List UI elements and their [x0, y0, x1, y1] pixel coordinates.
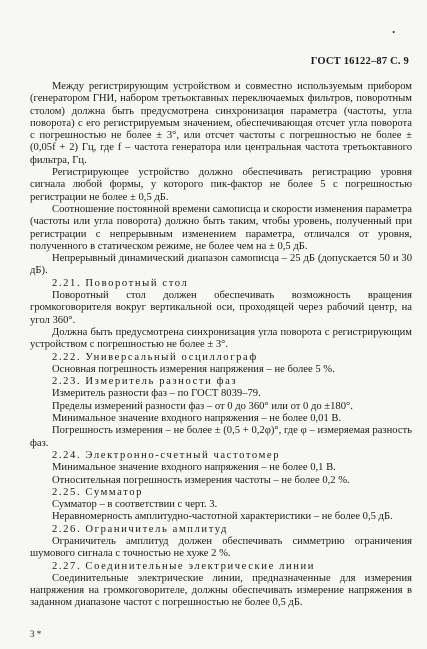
section-heading: 2.26. Ограничитель амплитуд: [52, 523, 229, 535]
section-heading: 2.23. Измеритель разности фаз: [52, 376, 238, 388]
paragraph: Сумматор – в соответствии с черт. 3.: [52, 499, 218, 511]
paragraph: Минимальное значение входного напряжения – не более 0,1 В.: [52, 462, 336, 474]
paragraph: Регистрирующее устройство должно обеспечивать регистрацию уровня сигнала любой формы, у которого пик-фактор не более 5 с погрешностью регистрации не более ± 0,5 дБ.: [30, 167, 412, 203]
paragraph: Должна быть предусмотрена синхронизация угла поворота с регистрирующим устройством с погрешностью не более ± 3°.: [30, 326, 412, 351]
paragraph: Ограничитель амплитуд должен обеспечивать симметрию ограничения шумового сигнала с точностью не хуже 2 %.: [30, 535, 412, 560]
paragraph: Измеритель разности фаз – по ГОСТ 8039–79.: [52, 388, 261, 400]
paragraph: Поворотный стол должен обеспечивать возможность вращения громкоговорителя вокруг вертикальной оси, проходящей через рабочий центр, на угол 360°.: [30, 290, 412, 326]
paragraph: Соотношение постоянной времени самописца и скорости изменения параметра (частоты или угла поворота) должно быть таким, чтобы уровень, полученный при регистрации с непрерывным изменением параметра, отличался от уровня, полученного в статическом режиме, не более чем на ± 0,5 дБ.: [30, 203, 412, 252]
section-heading: 2.22. Универсальный осциллограф: [52, 351, 258, 363]
paragraph: Относительная погрешность измерения частоты – не более 0,2 %.: [52, 474, 350, 486]
paragraph: Минимальное значение входного напряжения – не более 0,01 В.: [52, 413, 342, 425]
paragraph: Между регистрирующим устройством и совместно используемым прибором (генератором ГНИ, набором третьоктавных переключаемых фильтров, поворотным столом) должна быть предусмотрена синхронизация параметра (частоты, угла поворота) с его регистрируемым значением, обеспечивающая отсчет угла поворота с погрешностью не более ± 3°, или отсчет частоты с погрешностью не более ± (0,05f + 2) Гц, где f – частота генератора или центральная частота третьоктавного фильтра, Гц.: [30, 81, 412, 166]
page-mark: •: [392, 28, 395, 37]
section-heading: 2.27. Соединительные электрические линии: [52, 560, 316, 572]
paragraph: Погрешность измерения – не более ± (0,5 + 0,2φ)°, где φ – измеряемая разность фаз.: [30, 425, 412, 449]
section-heading: 2.21. Поворотный стол: [52, 277, 189, 289]
paragraph: Соединительные электрические линии, предназначенные для измерения напряжения на громкоговорителе, должны обеспечивать измерение напряжения в заданном диапазоне частот с погрешностью не более 0,5 дБ.: [30, 572, 412, 609]
page-header: ГОСТ 16122–87 С. 9: [310, 56, 409, 67]
paragraph: Основная погрешность измерения напряжения – не более 5 %.: [52, 363, 335, 375]
page-footer: 3 *: [30, 629, 42, 639]
paragraph: Неравномерность амплитудно-частотной характеристики – не более 0,5 дБ.: [52, 511, 393, 523]
paragraph: Непрерывный динамический диапазон самописца – 25 дБ (допускается 50 и 30 дБ).: [30, 253, 412, 277]
section-heading: 2.25. Сумматор: [52, 486, 144, 498]
section-heading: 2.24. Электронно-счетный частотомер: [52, 449, 281, 461]
paragraph: Пределы измерений разности фаз – от 0 до 360° или от 0 до ±180°.: [52, 400, 353, 412]
document-body: [30, 81, 412, 610]
